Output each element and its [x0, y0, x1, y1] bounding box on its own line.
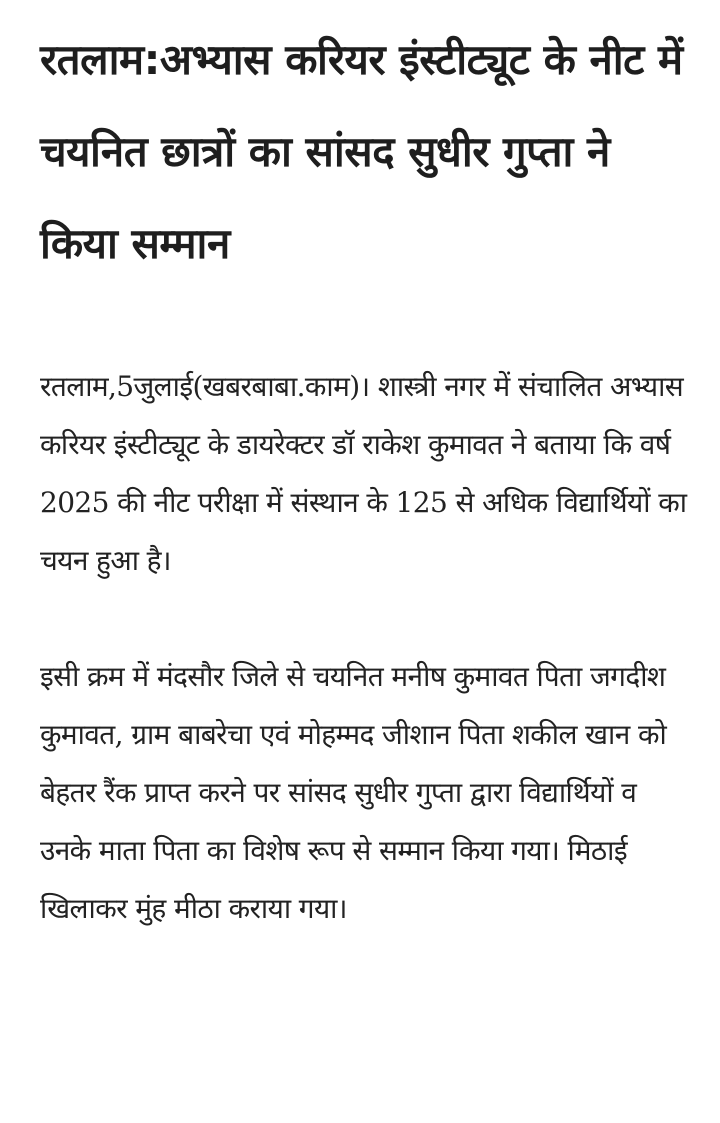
article-paragraph-1: रतलाम,5जुलाई(खबरबाबा.काम)। शास्त्री नगर में संचालित अभ्यास करियर इंस्टीट्यूट के डायरेक्टर डॉ राकेश कुमावत ने बताया कि वर्ष 2025 की नीट परीक्षा में संस्थान के 125 से अधिक विद्यार्थियों का चयन हुआ है। — [40, 370, 687, 577]
article-paragraph-2: इसी क्रम में मंदसौर जिले से चयनित मनीष कुमावत पिता जगदीश कुमावत, ग्राम बाबरेचा एवं मोहम्मद जीशान पिता शकील खान को बेहतर रैंक प्राप्त करने पर सांसद सुधीर गुप्ता द्वारा विद्यार्थियों व उनके माता पिता का विशेष रूप से सम्मान किया गया। मिठाई खिलाकर मुंह मीठा कराया गया। — [40, 660, 667, 925]
news-article — [40, 14, 690, 938]
article-headline: रतलाम:अभ्यास करियर इंस्टीट्यूट के नीट में चयनित छात्रों का सांसद सुधीर गुप्ता ने किया सम्मान — [40, 35, 683, 268]
